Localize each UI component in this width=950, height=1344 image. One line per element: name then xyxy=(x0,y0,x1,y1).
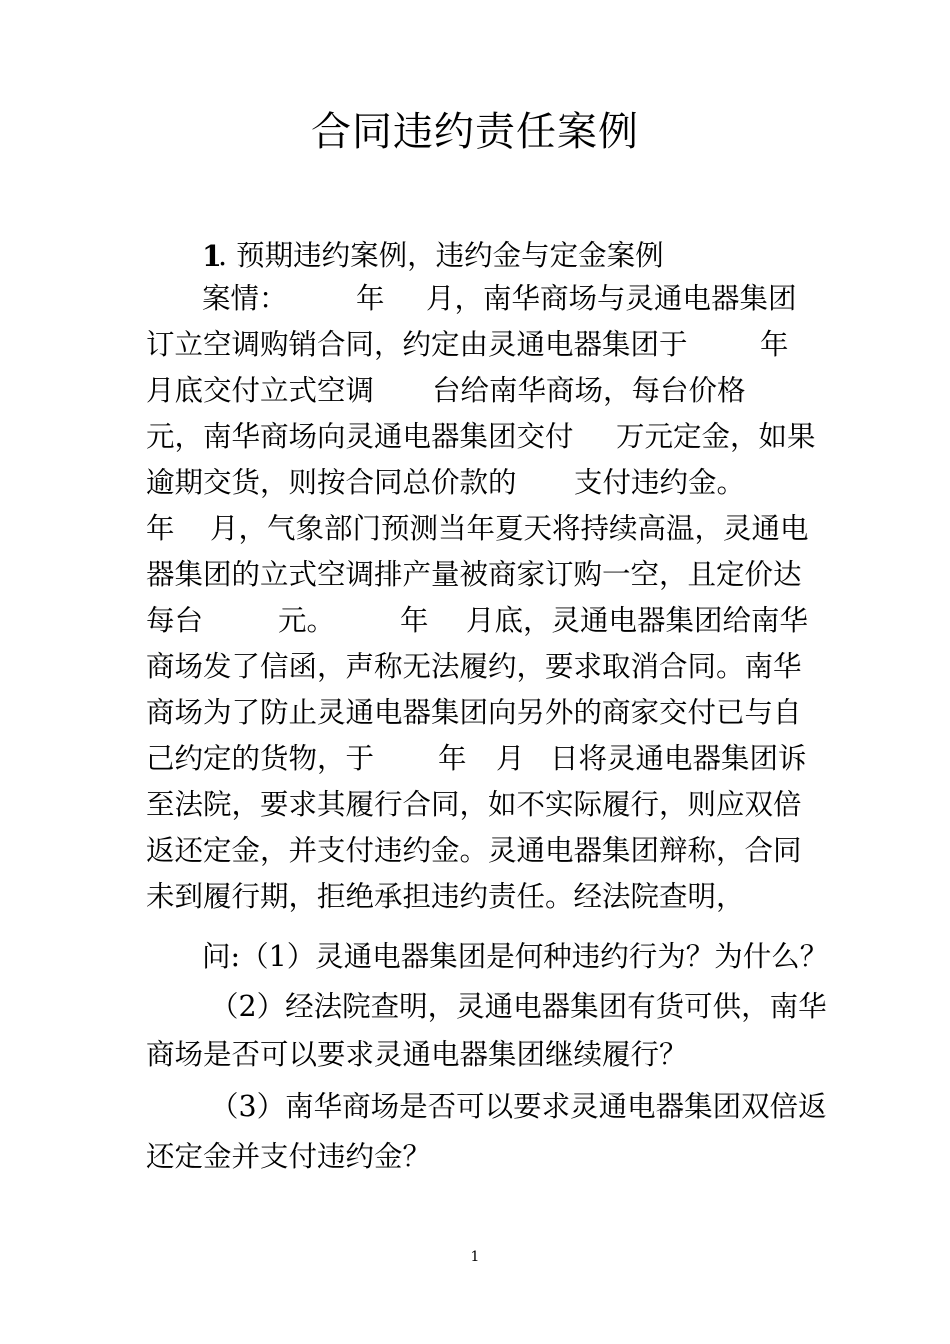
case-line: 未到履行期，拒绝承担违约责任。经法院查明， xyxy=(146,880,745,913)
case-line: 月底交付立式空调 台给南华商场，每台价格 xyxy=(146,374,746,407)
section-number: 1 xyxy=(202,239,222,273)
page-number: 1 xyxy=(470,1249,480,1265)
question-2: （2）经法院查明，灵通电器集团有货可供，南华 xyxy=(210,990,827,1023)
case-line: 至法院，要求其履行合同，如不实际履行，则应双倍 xyxy=(146,788,802,821)
case-line: 每台 元。 年 月底，灵通电器集团给南华 xyxy=(146,604,809,637)
section-heading-text: . 预期违约案例，违约金与定金案例 xyxy=(218,239,664,272)
document-title: 合同违约责任案例 xyxy=(311,109,639,155)
question-1: 问:（1）灵通电器集团是何种违约行为？为什么？ xyxy=(202,940,829,973)
case-line: 元，南华商场向灵通电器集团交付 万元定金，如果 xyxy=(146,420,816,453)
section-heading xyxy=(146,233,806,279)
case-line: 商场发了信函，声称无法履约，要求取消合同。南华 xyxy=(146,650,802,683)
case-line: 己约定的货物，于 年 月 日将灵通电器集团诉 xyxy=(146,742,807,775)
case-line: 逾期交货，则按合同总价款的 支付违约金。 xyxy=(146,466,746,499)
case-line: 案情： 年 月，南华商场与灵通电器集团 xyxy=(202,282,797,315)
case-line: 订立空调购销合同，约定由灵通电器集团于 年 xyxy=(146,328,789,361)
case-line: 器集团的立式空调排产量被商家订购一空，且定价达 xyxy=(146,558,802,591)
case-line: 年 月，气象部门预测当年夏天将持续高温，灵通电 xyxy=(146,512,809,545)
question-3: （3）南华商场是否可以要求灵通电器集团双倍返 xyxy=(210,1090,827,1123)
question-2-continued: 商场是否可以要求灵通电器集团继续履行？ xyxy=(146,1038,688,1071)
question-3-continued: 还定金并支付违约金？ xyxy=(146,1140,432,1173)
case-line: 商场为了防止灵通电器集团向另外的商家交付已与自 xyxy=(146,696,802,729)
case-line: 返还定金，并支付违约金。灵通电器集团辩称，合同 xyxy=(146,834,802,867)
